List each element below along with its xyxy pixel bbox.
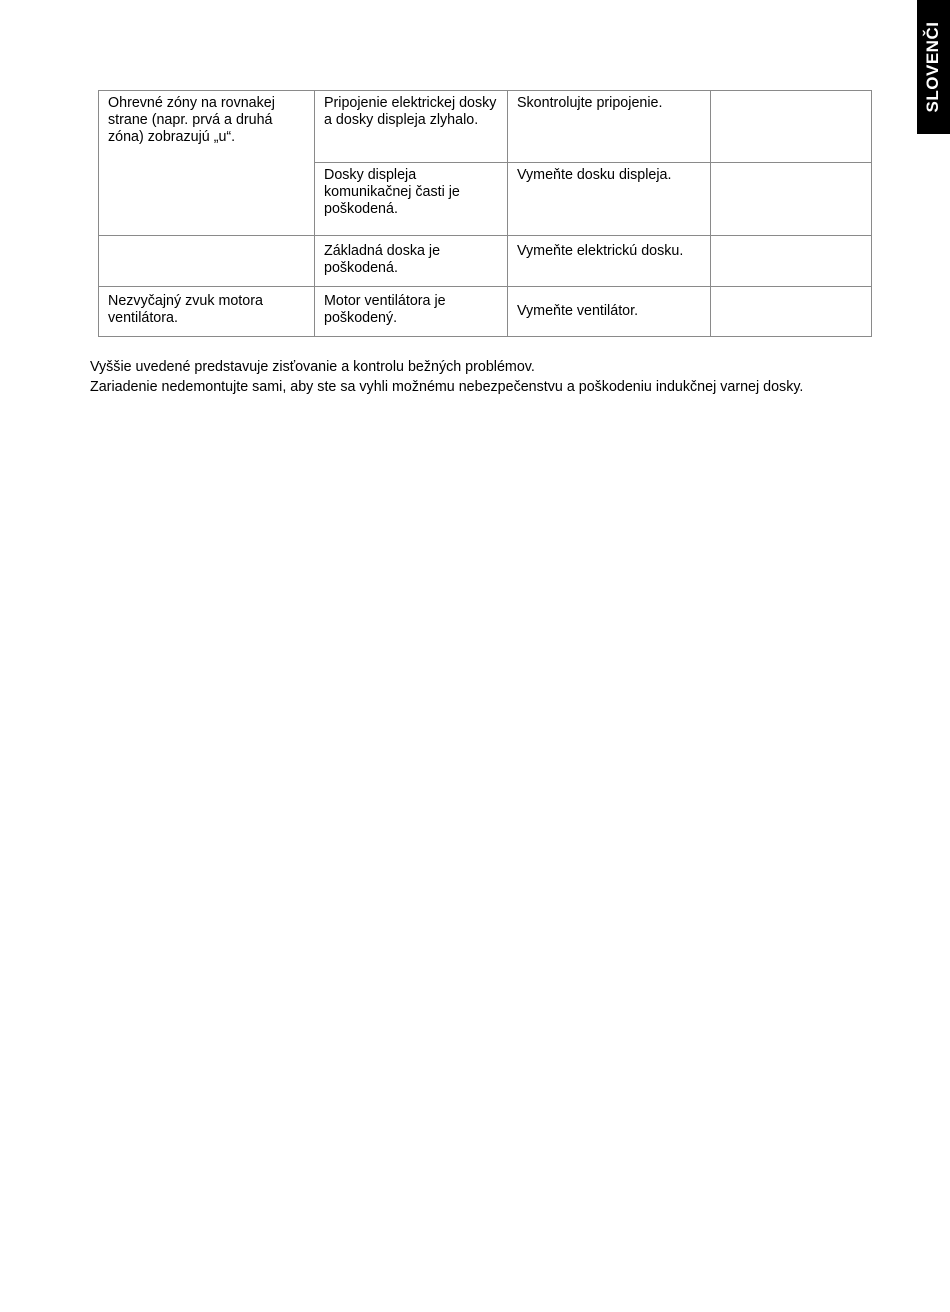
cause-cell: Dosky displeja komunikačnej časti je poškodená. <box>315 163 508 236</box>
table-row <box>99 236 872 287</box>
cause-cell: Pripojenie elektrickej dosky a dosky displeja zlyhalo. <box>315 91 508 163</box>
note-line: Vyššie uvedené predstavuje zisťovanie a kontrolu bežných problémov. <box>90 359 535 375</box>
extra-cell <box>711 236 872 287</box>
extra-cell <box>711 163 872 236</box>
solution-cell: Vymeňte elektrickú dosku. <box>508 236 711 287</box>
extra-cell <box>711 287 872 337</box>
table-row <box>99 91 872 163</box>
problem-cell <box>99 236 315 287</box>
language-tab-label: SLOVENČI <box>923 21 942 113</box>
language-tab <box>917 0 950 134</box>
solution-cell: Vymeňte ventilátor. <box>508 287 711 337</box>
problem-cell: Nezvyčajný zvuk motora ventilátora. <box>99 287 315 337</box>
problem-cell: Ohrevné zóny na rovnakej strane (napr. prvá a druhá zóna) zobrazujú „u“. <box>99 91 315 236</box>
troubleshooting-table <box>98 90 872 337</box>
notes-paragraph <box>90 357 930 397</box>
solution-cell: Skontrolujte pripojenie. <box>508 91 711 163</box>
cause-cell: Motor ventilátora je poškodený. <box>315 287 508 337</box>
note-line: Zariadenie nedemontujte sami, aby ste sa vyhli možnému nebezpečenstvu a poškodeniu indukčnej varnej dosky. <box>90 379 804 395</box>
table-row <box>99 287 872 337</box>
extra-cell <box>711 91 872 163</box>
solution-cell: Vymeňte dosku displeja. <box>508 163 711 236</box>
cause-cell: Základná doska je poškodená. <box>315 236 508 287</box>
